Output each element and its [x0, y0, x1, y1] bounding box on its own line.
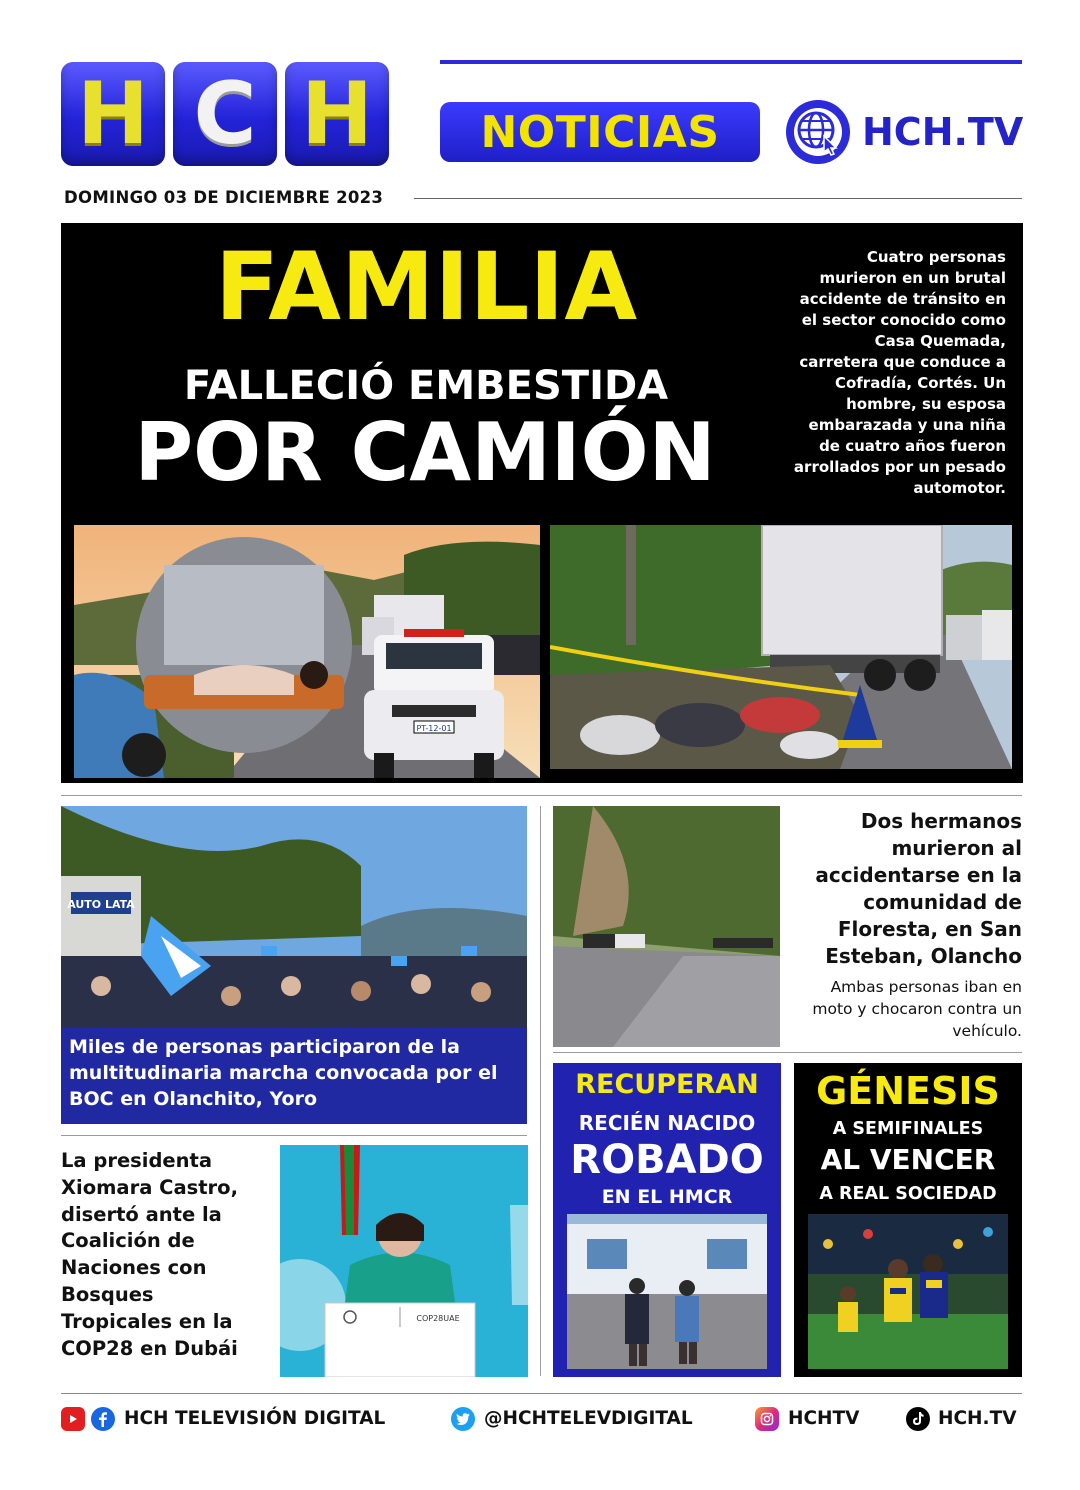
logo-letter-c: C — [173, 62, 277, 166]
sports-line-4: A REAL SOCIEDAD — [819, 1184, 997, 1204]
sports-line-1: GÉNESIS — [816, 1069, 1000, 1113]
sports-line-3: AL VENCER — [820, 1143, 996, 1176]
main-headline-familia: FAMILIA — [214, 233, 638, 342]
baby-line-3: ROBADO — [570, 1137, 764, 1183]
header-top-rule — [440, 60, 1022, 64]
tiktok-icon[interactable] — [906, 1407, 930, 1431]
footer-instagram[interactable]: HCHTV — [788, 1408, 860, 1429]
main-story — [61, 223, 1023, 783]
main-headline-camion: POR CAMIÓN — [134, 406, 716, 499]
footer-rule — [61, 1393, 1022, 1394]
website-link[interactable]: HCH.TV — [862, 110, 1024, 154]
date-rule — [414, 198, 1022, 199]
baby-line-2: RECIÉN NACIDO — [578, 1111, 756, 1135]
march-sign: AUTO LATA — [67, 898, 135, 911]
column-rule — [540, 806, 541, 1376]
issue-date: DOMINGO 03 DE DICIEMBRE 2023 — [64, 188, 384, 207]
instagram-icon[interactable] — [755, 1407, 779, 1431]
podium-label: COP28UAE — [416, 1314, 460, 1323]
baby-photo — [567, 1214, 767, 1369]
sports-line-2: A SEMIFINALES — [832, 1119, 984, 1139]
brothers-photo — [553, 806, 780, 1047]
patrol-plate: PT-12-01 — [416, 724, 452, 733]
accident-photo-left — [74, 525, 540, 778]
march-photo — [61, 806, 527, 1124]
baby-line-1: RECUPERAN — [575, 1069, 759, 1100]
footer-twitter[interactable]: @HCHTELEVDIGITAL — [484, 1408, 693, 1429]
footer-tiktok[interactable]: HCH.TV — [938, 1408, 1017, 1429]
section-label: NOTICIAS — [440, 102, 760, 162]
march-rule — [61, 1135, 527, 1136]
sports-photo — [808, 1214, 1008, 1369]
logo-letter-h1: H — [61, 62, 165, 166]
twitter-icon[interactable] — [451, 1407, 475, 1431]
president-text: La presidenta Xiomara Castro, disertó ante la Coalición de Naciones con Bosques Tropicales en la COP28 en Dubái — [61, 1149, 238, 1360]
main-summary: Cuatro personas murieron en un brutal accidente de tránsito en el sector conocido como Casa Quemada, carretera que conduce a Cofradía, Cortés. Un hombre, su esposa embarazada y una niña de cuatro años fueron arrollados por un pesado automotor. — [793, 248, 1006, 497]
logo-letter-h2: H — [285, 62, 389, 166]
youtube-icon[interactable] — [61, 1407, 85, 1431]
brothers-title: Dos hermanos murieron al accidentarse en la comunidad de Floresta, en San Esteban, Olancho — [815, 809, 1022, 968]
footer-facebook-youtube[interactable]: HCH TELEVISIÓN DIGITAL — [124, 1408, 386, 1429]
president-photo — [280, 1145, 528, 1377]
baby-story — [553, 1063, 781, 1377]
main-headline-fallecio: FALLECIÓ EMBESTIDA — [183, 363, 669, 409]
facebook-icon[interactable] — [91, 1407, 115, 1431]
brothers-subtitle: Ambas personas iban en moto y chocaron contra un vehículo. — [812, 978, 1022, 1040]
accident-photo-right — [550, 525, 1012, 769]
brothers-rule — [553, 1052, 1022, 1053]
sports-story — [794, 1063, 1022, 1377]
march-caption: Miles de personas participaron de la multitudinaria marcha convocada por el BOC en Olanchito, Yoro — [61, 1028, 527, 1124]
section-rule — [61, 795, 1022, 796]
globe-cursor-icon — [786, 100, 850, 164]
baby-line-4: EN EL HMCR — [601, 1186, 733, 1208]
